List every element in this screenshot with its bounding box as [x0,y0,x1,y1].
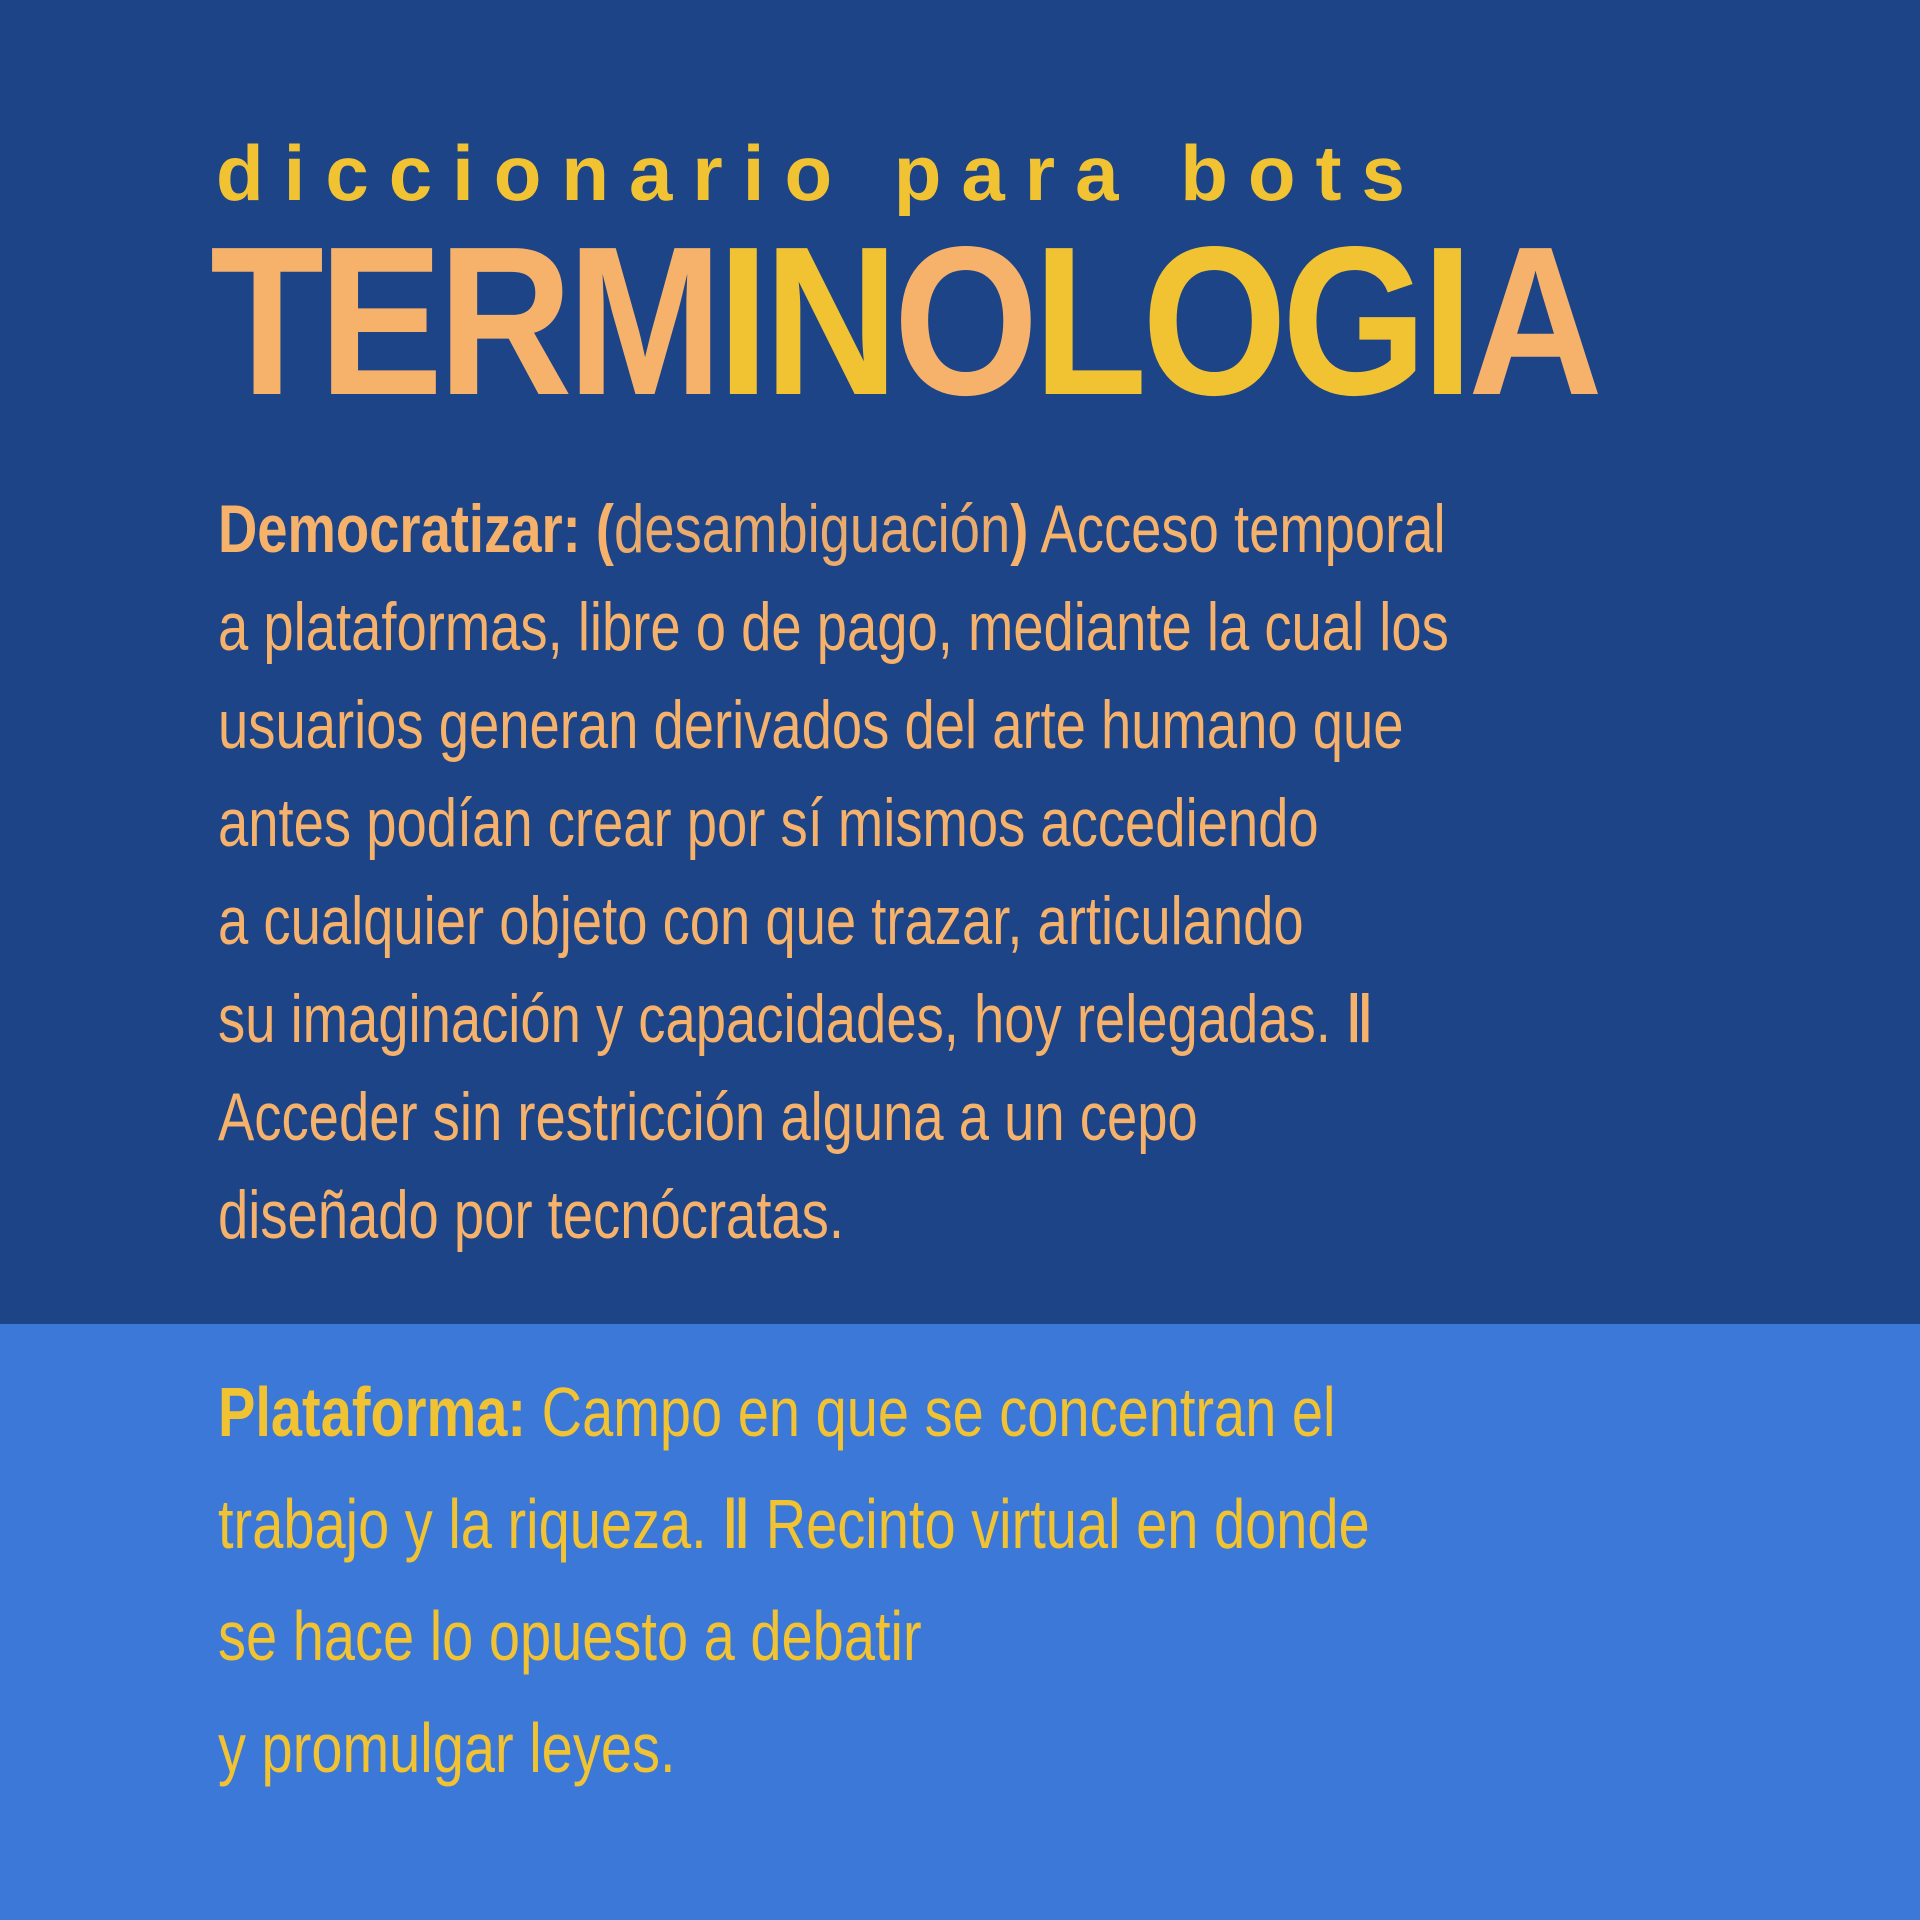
definition-line: Acceder sin restricción alguna a un cepo [218,1079,1198,1155]
definition-text: Recinto virtual en donde [765,1485,1370,1563]
definition-text: trabajo y la riqueza. [218,1485,707,1563]
title-part-gi: GI [1281,202,1469,439]
definition-line [218,1356,1570,1468]
definition-line: antes podían crear por sí mismos accediendo [218,785,1319,861]
definition-text: su imaginación y capacidades, hoy relegadas. [218,981,1331,1057]
definition-line: se hace lo opuesto a debatir [218,1597,922,1675]
definition-line: usuarios generan derivados del arte humano que [218,687,1404,763]
definition-line [218,970,1570,1068]
open-paren: ( [595,491,615,567]
definition-text: Acceso temporal [1040,491,1446,567]
definition-term: Democratizar: [218,491,581,567]
definition-line: diseñado por tecnócratas. [218,1177,844,1253]
definition-line [218,480,1570,578]
definition-democratizar [218,480,1570,1264]
definition-line: a plataformas, libre o de pago, mediante la cual los [218,589,1449,665]
definition-term: Plataforma: [218,1373,527,1451]
definition-text: Campo en que se concentran el [541,1373,1336,1451]
title-part-ino: INO [717,202,1034,439]
separator-mark: ‖ [1345,981,1374,1057]
separator-mark: ‖ [722,1485,751,1563]
definition-line: a cualquier objeto con que trazar, articulando [218,883,1304,959]
page-title [210,202,1598,439]
subtitle: diccionario para bots [216,129,1425,217]
definition-line [218,1468,1570,1580]
title-part-a: A [1468,202,1598,439]
close-paren: ) [1010,491,1029,567]
definition-line: y promulgar leyes. [218,1709,676,1787]
definition-plataforma [218,1356,1570,1804]
title-part-term: TERM [210,202,718,439]
title-part-lo: LO [1033,202,1282,439]
qualifier: desambiguación [614,491,1011,567]
